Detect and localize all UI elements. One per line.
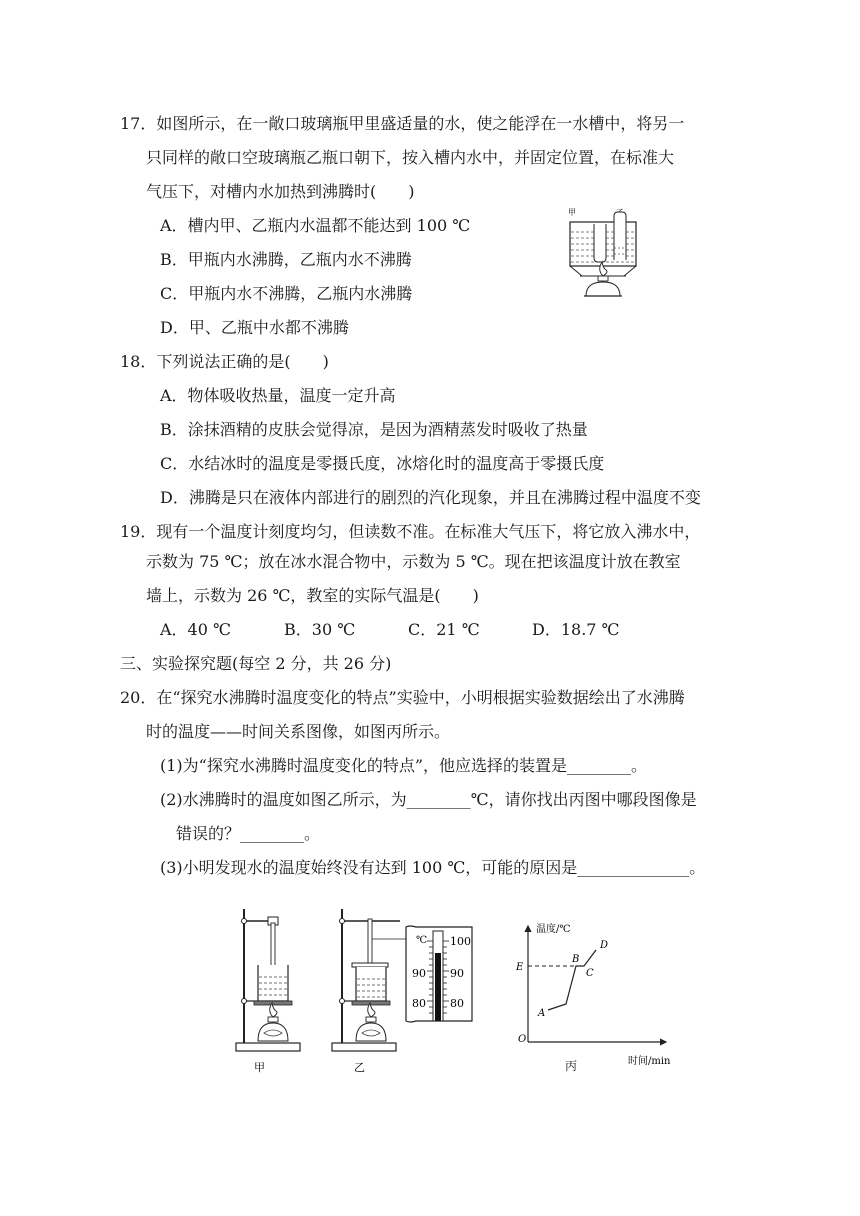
- q19-option-a: A．40 ℃: [160, 620, 231, 639]
- q18-option-c: C．水结冰时的温度是零摄氏度，冰熔化时的温度高于零摄氏度: [160, 454, 605, 473]
- q20-sub2b: 错误的？________。: [176, 824, 321, 843]
- figure-bing-graph: [510, 918, 700, 1068]
- q18-option-a: A．物体吸收热量，温度一定升高: [160, 386, 396, 405]
- q19-option-c: C．21 ℃: [408, 620, 480, 639]
- q17-option-d: D．甲、乙瓶中水都不沸腾: [160, 318, 349, 337]
- q20-line2: 时的温度——时间关系图像，如图丙所示。: [146, 722, 451, 741]
- q19-line1: 19．现有一个温度计刻度均匀，但读数不准。在标准大气压下，将它放入沸水中，: [120, 522, 701, 541]
- q19-option-b: B．30 ℃: [284, 620, 356, 639]
- q18-option-d: D．沸腾是只在液体内部进行的剧烈的汽化现象，并且在沸腾过程中温度不变: [160, 488, 701, 507]
- q20-sub2a: (2)水沸腾时的温度如图乙所示，为________℃，请你找出丙图中哪段图像是: [160, 790, 697, 809]
- figure-jia-label: 甲: [254, 1061, 265, 1074]
- figure-jia: [228, 905, 308, 1075]
- q19-line3: 墙上，示数为 26 ℃，教室的实际气温是( ): [146, 586, 479, 605]
- graph-point-e: E: [516, 962, 524, 973]
- figure-bing-label: 丙: [565, 1059, 578, 1073]
- q19-line2: 示数为 75 ℃；放在冰水混合物中，示数为 5 ℃。现在把该温度计放在教室: [146, 552, 681, 571]
- q18-line1: 18．下列说法正确的是( ): [120, 352, 329, 371]
- q17-figure: [556, 204, 648, 304]
- figure-yi: [330, 905, 480, 1075]
- q19-option-d: D．18.7 ℃: [532, 620, 620, 639]
- graph-point-a: A: [538, 1008, 546, 1019]
- q20-sub1: (1)为“探究水沸腾时温度变化的特点”，他应选择的装置是________。: [160, 756, 648, 775]
- graph-point-b: B: [572, 954, 580, 965]
- thermo-tick-90-left: 90: [412, 967, 426, 980]
- thermo-tick-100: 100: [450, 935, 471, 948]
- q17-line1: 17．如图所示，在一敞口玻璃瓶甲里盛适量的水，使之能浮在一水槽中，将另一: [120, 114, 685, 133]
- thermo-tick-90-right: 90: [450, 967, 464, 980]
- section-heading: 三、实验探究题(每空 2 分，共 26 分): [120, 654, 392, 673]
- graph-point-o: O: [518, 1034, 527, 1045]
- q17-fig-label-jia: 甲: [568, 208, 576, 217]
- graph-point-c: C: [586, 968, 594, 979]
- q17-option-a: A．槽内甲、乙瓶内水温都不能达到 100 ℃: [160, 216, 471, 235]
- graph-point-d: D: [600, 940, 609, 951]
- q17-option-b: B．甲瓶内水沸腾，乙瓶内水不沸腾: [160, 250, 412, 269]
- q18-option-b: B．涂抹酒精的皮肤会觉得凉，是因为酒精蒸发时吸收了热量: [160, 420, 588, 439]
- graph-xlabel: 时间/min: [628, 1056, 671, 1067]
- thermo-tick-80-left: 80: [412, 997, 426, 1010]
- q17-line3: 气压下，对槽内水加热到沸腾时( ): [146, 182, 415, 201]
- graph-ylabel: 温度/℃: [536, 924, 571, 935]
- thermo-unit: ℃: [416, 935, 428, 946]
- thermo-tick-80-right: 80: [450, 997, 464, 1010]
- q19-options: [160, 620, 720, 640]
- q20-line1: 20．在“探究水沸腾时温度变化的特点”实验中，小明根据实验数据绘出了水沸腾: [120, 688, 685, 707]
- q17-line2: 只同样的敞口空玻璃瓶乙瓶口朝下，按入槽内水中，并固定位置，在标准大: [146, 148, 675, 167]
- q17-option-c: C．甲瓶内水不沸腾，乙瓶内水沸腾: [160, 284, 413, 303]
- figure-yi-label: 乙: [354, 1061, 365, 1074]
- q20-sub3: (3)小明发现水的温度始终没有达到 100 ℃，可能的原因是______________。: [160, 858, 706, 877]
